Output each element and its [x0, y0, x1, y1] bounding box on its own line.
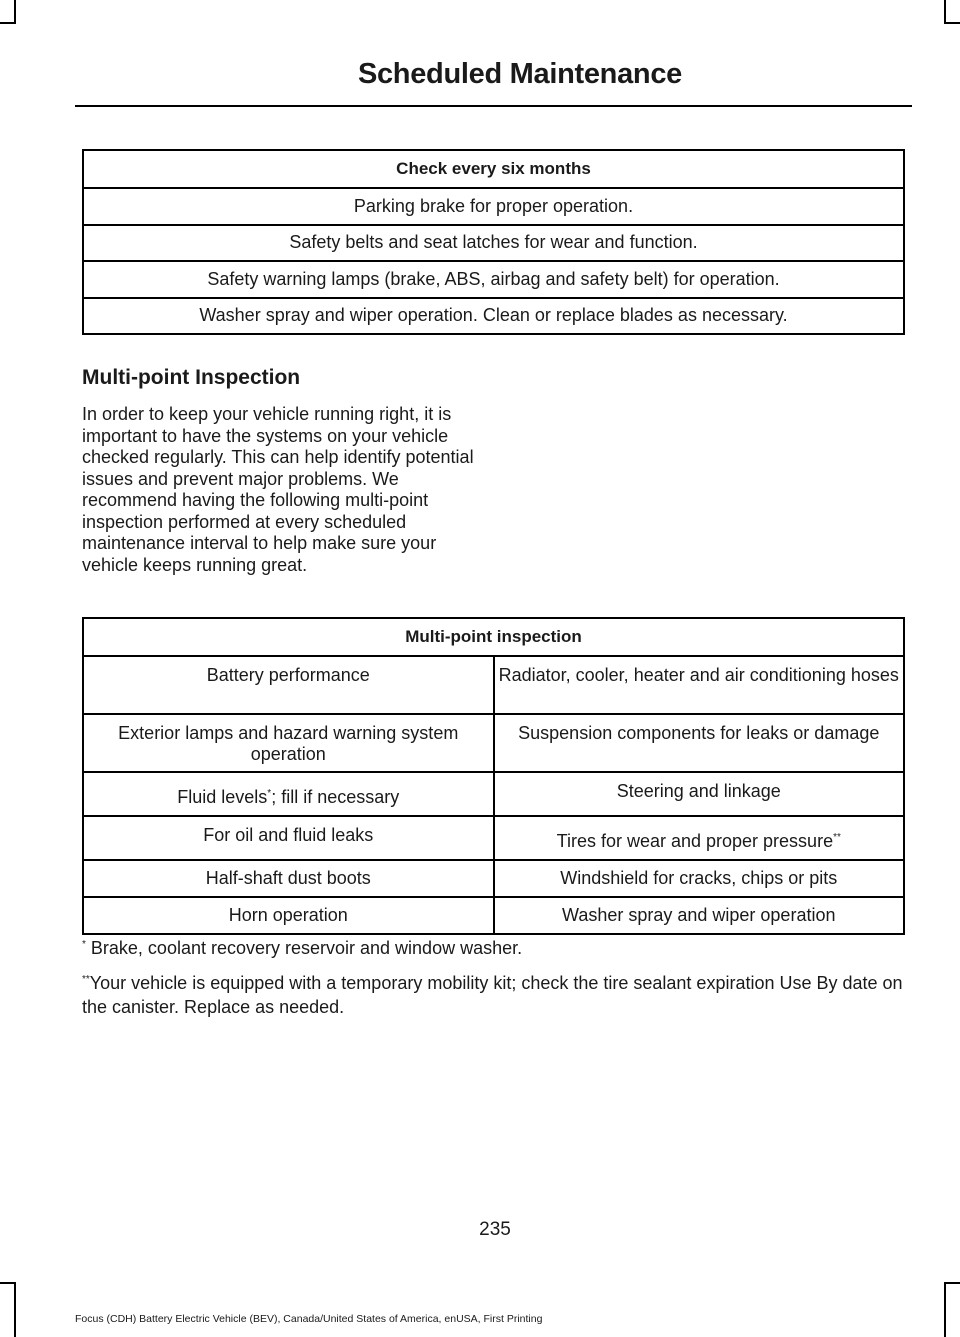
crop-mark-bottom-right-h — [944, 1282, 960, 1284]
table-cell-right: Radiator, cooler, heater and air conditioning hoses — [494, 656, 905, 714]
table-cell-right: Washer spray and wiper operation — [494, 897, 905, 934]
table-row — [83, 714, 904, 772]
table-row — [83, 860, 904, 897]
table-cell-right: Windshield for cracks, chips or pits — [494, 860, 905, 897]
table-cell-left: Horn operation — [83, 897, 494, 934]
crop-mark-top-right — [944, 0, 946, 24]
table-heading: Check every six months — [83, 150, 904, 188]
table-row — [83, 816, 904, 860]
table-header-row — [83, 150, 904, 188]
table-cell-left: For oil and fluid leaks — [83, 816, 494, 860]
crop-mark-top-left — [14, 0, 16, 24]
crop-mark-bottom-left — [14, 1282, 16, 1337]
table-row — [83, 656, 904, 714]
table-cell-right: Suspension components for leaks or damage — [494, 714, 905, 772]
intro-paragraph: In order to keep your vehicle running right, it is important to have the systems on your vehicle checked regularly. This can help identify potential issues and prevent major problems. We recommend having the following multi-point inspection performed at every scheduled maintenance interval to help make sure your vehicle keeps running great. — [82, 404, 474, 575]
footnote-text: Brake, coolant recovery reservoir and window washer. — [85, 938, 523, 958]
table-cell: Washer spray and wiper operation. Clean or replace blades as necessary. — [83, 298, 904, 335]
header-divider — [75, 105, 912, 107]
table-row — [83, 261, 904, 298]
footnote-mark: * — [267, 787, 272, 799]
table-row — [83, 772, 904, 816]
table-header-row — [83, 618, 904, 656]
table-cell-right: Steering and linkage — [494, 772, 905, 816]
page-number: 235 — [479, 1219, 511, 1240]
table-cell-right — [494, 816, 905, 860]
cell-text-suffix: ; fill if necessary — [271, 786, 400, 807]
table-cell: Safety belts and seat latches for wear and function. — [83, 225, 904, 262]
footnote — [82, 971, 912, 1019]
table-cell-left: Battery performance — [83, 656, 494, 714]
table-row — [83, 225, 904, 262]
footnote-mark: * — [82, 939, 86, 950]
footnote — [82, 936, 912, 960]
multipoint-inspection-table — [82, 617, 905, 935]
table-row — [83, 897, 904, 934]
crop-mark-top-right-h — [944, 22, 960, 24]
page-title: Scheduled Maintenance — [357, 58, 682, 90]
cell-text: Fluid levels — [177, 786, 268, 807]
footnote-mark: ** — [833, 831, 841, 843]
cell-text: Tires for wear and proper pressure — [556, 830, 834, 851]
footnote-mark: ** — [82, 974, 90, 985]
crop-mark-bottom-left-h — [0, 1282, 16, 1284]
table-heading: Multi-point inspection — [83, 618, 904, 656]
table-row — [83, 298, 904, 335]
table-cell: Parking brake for proper operation. — [83, 188, 904, 225]
crop-mark-bottom-right — [944, 1282, 946, 1337]
document-footer: Focus (CDH) Battery Electric Vehicle (BEV), Canada/United States of America, enUSA, First Printing — [75, 1313, 543, 1325]
section-heading: Multi-point Inspection — [82, 366, 301, 389]
six-month-check-table — [82, 149, 905, 335]
table-cell-left: Half-shaft dust boots — [83, 860, 494, 897]
table-cell-left: Exterior lamps and hazard warning system operation — [83, 714, 494, 772]
crop-mark-top-left-h — [0, 22, 16, 24]
table-cell-left — [83, 772, 494, 816]
table-cell: Safety warning lamps (brake, ABS, airbag and safety belt) for operation. — [83, 261, 904, 298]
table-row — [83, 188, 904, 225]
footnote-text: Your vehicle is equipped with a temporary mobility kit; check the tire sealant expiration Use By date on the canister. Replace as needed. — [82, 973, 903, 1017]
